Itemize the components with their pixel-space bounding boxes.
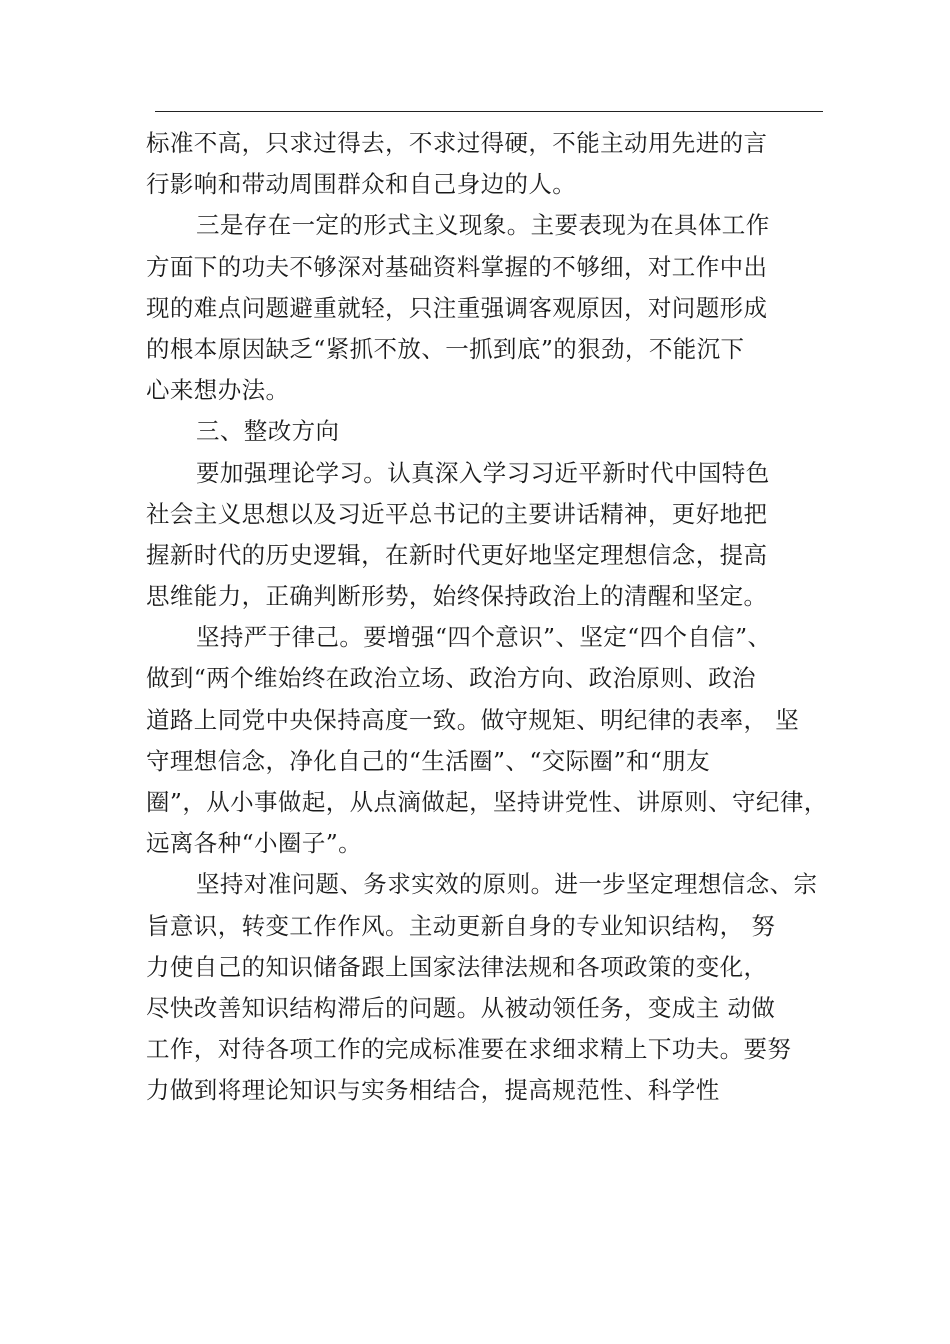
document-body	[146, 123, 836, 1112]
text-line: 做到“两个维始终在政治立场、政治方向、政治原则、政治	[146, 664, 756, 693]
text-line: 思维能力，正确判断形势，始终保持政治上的清醒和坚定。	[146, 582, 768, 611]
text-line: 远离各种“小圈子”。	[146, 829, 363, 858]
header-rule	[155, 111, 823, 112]
text-line: 行影响和带动周围群众和自己身边的人。	[146, 170, 577, 199]
text-line: 道路上同党中央保持高度一致。做守规矩、明纪律的表率， 坚	[146, 705, 800, 734]
text-line: 心来想办法。	[146, 376, 290, 405]
text-line: 坚持对准问题、务求实效的原则。进一步坚定理想信念、宗	[196, 870, 818, 899]
text-line: 尽快改善知识结构滞后的问题。从被动领任务，变成主 动做	[146, 993, 776, 1022]
text-line: 守理想信念，净化自己的“生活圈”、“交际圈”和“朋友	[146, 746, 710, 775]
text-line: 工作，对待各项工作的完成标准要在求细求精上下功夫。要努	[146, 1035, 792, 1064]
text-line: 圈”，从小事做起，从点滴做起，坚持讲党性、讲原则、守纪律，	[146, 788, 828, 816]
text-line: 的根本原因缺乏“紧抓不放、一抓到底”的狠劲，不能沉下	[146, 334, 745, 363]
text-line: 要加强理论学习。认真深入学习习近平新时代中国特色	[196, 458, 770, 487]
text-line: 方面下的功夫不够深对基础资料掌握的不够细，对工作中出	[146, 252, 768, 281]
text-line: 坚持严于律己。要增强“四个意识”、坚定“四个自信”、	[196, 623, 772, 652]
text-line: 社会主义思想以及习近平总书记的主要讲话精神，更好地把	[146, 499, 768, 528]
text-line: 旨意识，转变工作作风。主动更新自身的专业知识结构， 努	[146, 911, 776, 940]
text-line: 三是存在一定的形式主义现象。主要表现为在具体工作	[196, 211, 770, 240]
text-line: 力使自己的知识储备跟上国家法律法规和各项政策的变化，	[146, 952, 768, 981]
text-line: 握新时代的历史逻辑，在新时代更好地坚定理想信念，提高	[146, 540, 768, 569]
text-line: 力做到将理论知识与实务相结合，提高规范性、科学性	[146, 1076, 720, 1105]
text-line: 标准不高，只求过得去，不求过得硬，不能主动用先进的言	[146, 129, 768, 157]
text-line: 现的难点问题避重就轻，只注重强调客观原因，对问题形成	[146, 293, 768, 322]
section-heading: 三、整改方向	[196, 417, 340, 446]
